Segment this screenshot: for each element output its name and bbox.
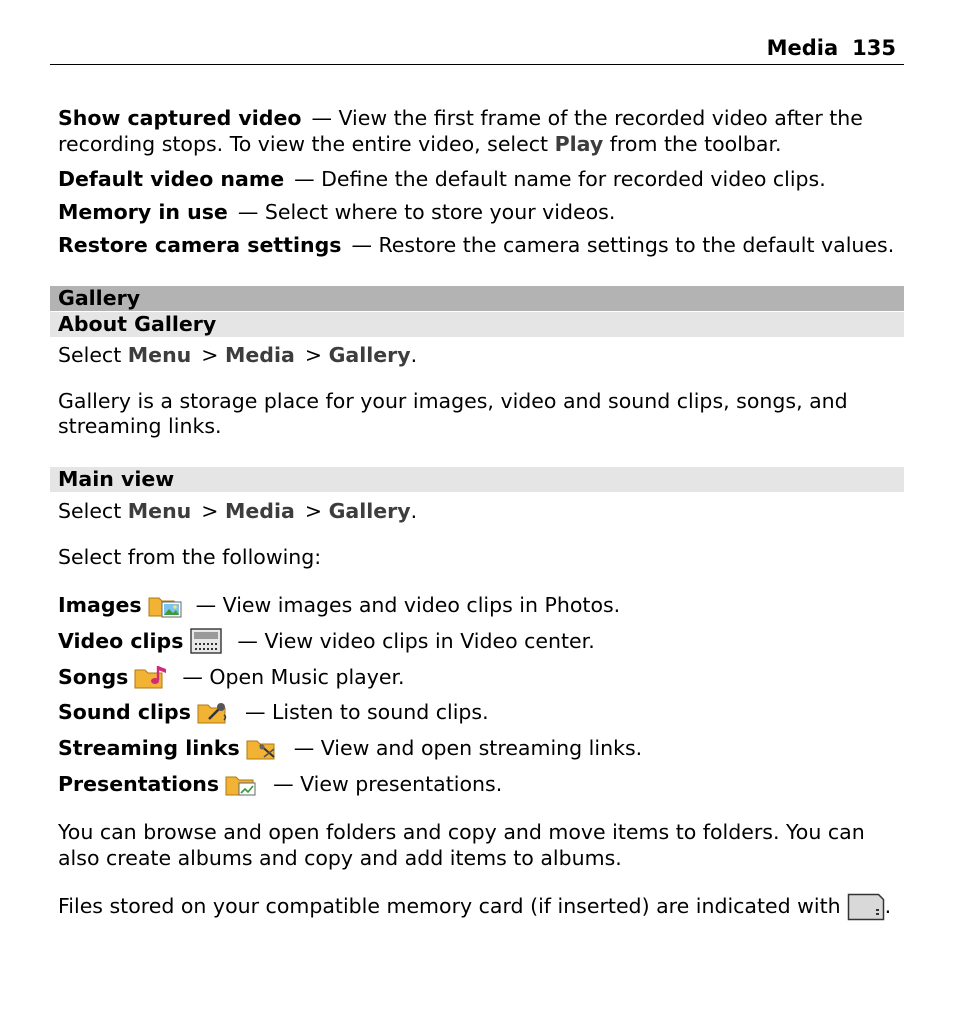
setting-term: Restore camera settings bbox=[58, 233, 342, 257]
subsection-heading-about-gallery: About Gallery bbox=[50, 312, 904, 337]
item-term: Sound clips bbox=[58, 700, 191, 724]
streaming-links-folder-icon bbox=[246, 735, 280, 761]
item-desc: — View presentations. bbox=[273, 772, 503, 796]
about-gallery-body: Gallery is a storage place for your images, video and sound clips, songs, and streaming links. bbox=[58, 389, 848, 438]
setting-show-captured-video: Show captured video — View the first frame of the recorded video after the recording stops. To view the entire video, select Play from the toolbar. bbox=[58, 106, 863, 156]
setting-term: Default video name bbox=[58, 167, 285, 191]
menu-path-item: Gallery bbox=[328, 343, 411, 367]
item-term: Video clips bbox=[58, 629, 184, 653]
page-number: 135 bbox=[852, 36, 896, 60]
list-item-streaming-links bbox=[58, 735, 898, 761]
setting-restore-camera-settings bbox=[58, 232, 898, 258]
item-desc: — Open Music player. bbox=[182, 665, 405, 689]
about-menu-path: Select Menu > Media > Gallery. bbox=[58, 343, 418, 367]
item-term: Streaming links bbox=[58, 736, 240, 760]
menu-path-item: Menu bbox=[127, 343, 192, 367]
list-item-images bbox=[58, 592, 898, 618]
list-item-video-clips bbox=[58, 628, 898, 654]
menu-path-item: Media bbox=[225, 343, 295, 367]
sound-clips-folder-icon bbox=[197, 699, 231, 725]
browse-paragraph: You can browse and open folders and copy and move items to folders. You can also create albums and copy and add items to albums. bbox=[58, 820, 865, 870]
songs-folder-icon bbox=[134, 664, 168, 690]
subsection-heading-main-view: Main view bbox=[50, 467, 904, 492]
setting-term: Show captured video bbox=[58, 106, 302, 130]
item-term: Presentations bbox=[58, 772, 220, 796]
item-desc: — View video clips in Video center. bbox=[237, 629, 595, 653]
main-view-menu-path: Select Menu > Media > Gallery. bbox=[58, 499, 418, 523]
setting-desc: — Define the default name for recorded video clips. bbox=[294, 167, 826, 191]
setting-default-video-name bbox=[58, 166, 898, 192]
section-name: Media bbox=[766, 36, 839, 60]
images-folder-icon bbox=[148, 592, 182, 618]
setting-term: Memory in use bbox=[58, 200, 228, 224]
section-heading-gallery: Gallery bbox=[50, 286, 904, 311]
item-desc: — View images and video clips in Photos. bbox=[195, 593, 621, 617]
list-item-presentations bbox=[58, 771, 898, 797]
page-header bbox=[50, 32, 904, 65]
setting-desc: — Select where to store your videos. bbox=[237, 200, 616, 224]
memory-card-note: Files stored on your compatible memory card (if inserted) are indicated with . bbox=[58, 893, 898, 921]
menu-path-item: Media bbox=[225, 499, 295, 523]
memory-card-icon bbox=[847, 893, 885, 921]
item-term: Images bbox=[58, 593, 142, 617]
list-item-songs bbox=[58, 664, 898, 690]
item-desc: — View and open streaming links. bbox=[293, 736, 643, 760]
setting-desc: — Restore the camera settings to the default values. bbox=[351, 233, 895, 257]
setting-memory-in-use bbox=[58, 199, 898, 225]
list-item-sound-clips bbox=[58, 699, 898, 725]
ui-label-play: Play bbox=[554, 132, 604, 156]
running-head bbox=[767, 36, 896, 60]
menu-path-item: Gallery bbox=[328, 499, 411, 523]
video-clips-icon bbox=[189, 628, 223, 654]
setting-desc: — View the first frame of the recorded video after the recording stops. To view the entire video, select bbox=[58, 106, 863, 156]
main-view-intro: Select from the following: bbox=[58, 545, 322, 569]
presentations-folder-icon bbox=[225, 771, 259, 797]
item-desc: — Listen to sound clips. bbox=[244, 700, 489, 724]
menu-path-item: Menu bbox=[127, 499, 192, 523]
item-term: Songs bbox=[58, 665, 129, 689]
